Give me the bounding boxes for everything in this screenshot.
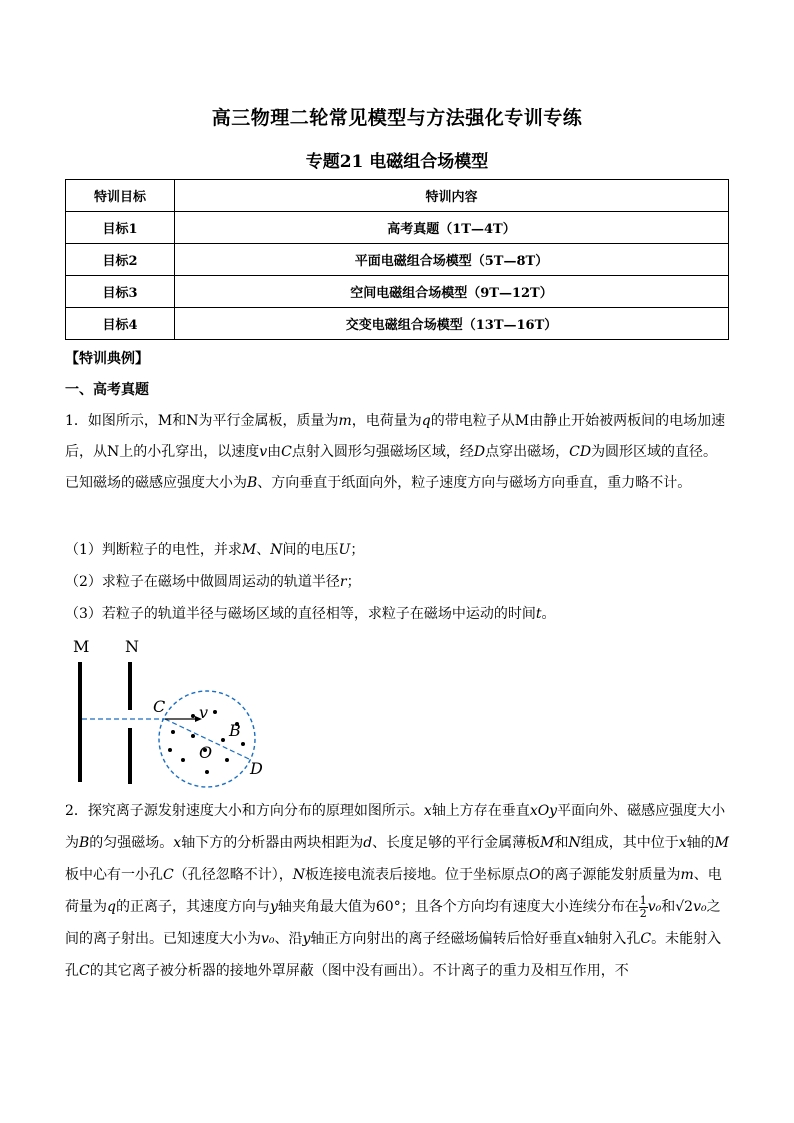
table-cell: 高考真题（1T—4T） [175, 212, 729, 244]
plate-M [78, 662, 82, 782]
section-label: 【特训典例】 [65, 351, 149, 367]
table-cell: 目标4 [66, 308, 175, 340]
table-cell: 目标1 [66, 212, 175, 244]
table-header-row [66, 180, 729, 212]
section-heading: 一、高考真题 [65, 382, 149, 398]
topic-subtitle: 专题21 电磁组合场模型 [305, 152, 489, 172]
label-D: D [250, 759, 263, 778]
table-row [66, 308, 729, 340]
label-N: N [125, 637, 139, 656]
fraction-one-half: $\frac{1}{2}$ [639, 893, 647, 920]
table-cell: 目标3 [66, 276, 175, 308]
plate-N-lower [128, 728, 132, 784]
table-header-cell: 特训内容 [175, 180, 729, 212]
question-1-part-2: （2）求粒子在磁场中做圆周运动的轨道半径r； [65, 574, 361, 590]
label-v: v [199, 703, 209, 722]
label-C: C [153, 697, 166, 716]
question-1-stem: 1．如图所示，M和N为平行金属板，质量为m，电荷量为q的带电粒子从M由静止开始被两板间的电场加速后，从N上的小孔穿出，以速度v由C点射入圆形匀强磁场区域，经D点穿出磁场，CD为圆形区域的直径。已知磁场的磁感应强度大小为B、方向垂直于纸面向外，粒子速度方向与磁场方向垂直，重力略不计。 [65, 413, 726, 491]
table-cell: 目标2 [66, 244, 175, 276]
question-1-part-1: （1）判断粒子的电性，并求M、N间的电压U； [65, 542, 365, 558]
table-cell: 交变电磁组合场模型（13T—16T） [175, 308, 729, 340]
goals-table [65, 179, 729, 340]
question-1-part-3: （3）若粒子的轨道半径与磁场区域的直径相等，求粒子在磁场中运动的时间t。 [65, 606, 556, 622]
table-row [66, 244, 729, 276]
table-row [66, 212, 729, 244]
table-header-cell: 特训目标 [66, 180, 175, 212]
plate-N-upper [128, 662, 132, 710]
question-1-figure [65, 632, 285, 792]
table-row [66, 276, 729, 308]
document-title: 高三物理二轮常见模型与方法强化专训专练 [211, 107, 583, 129]
question-2-stem: 2．探究离子源发射速度大小和方向分布的原理如图所示。x轴上方存在垂直xOy平面向外、磁感应强度大小为B的匀强磁场。x轴下方的分析器由两块相距为d、长度足够的平行金属薄板M和N组成，其中位于x轴的M板中心有一小孔C（孔径忽略不计），N板连接电流表后接地。位于坐标原点O的离子源能发射质量为m、电荷量为q的正离子，其速度方向与y轴夹角最大值为60°；且各个方向均有速度大小连续分布在 $\frac{1}{2}$ v₀和√2v₀之间的离子射出。已知速度大小为v₀、沿y轴正方向射出的离子经磁场偏转后恰好垂直x轴射入孔C。未能射入孔C的其它离子被分析器的接地外罩屏蔽（图中没有画出）。不计离子的重力及相互作用，不 [65, 803, 730, 979]
label-O: O [199, 743, 213, 762]
table-cell: 平面电磁组合场模型（5T—8T） [175, 244, 729, 276]
label-B: B [229, 721, 241, 740]
label-M: M [73, 637, 90, 656]
table-cell: 空间电磁组合场模型（9T—12T） [175, 276, 729, 308]
